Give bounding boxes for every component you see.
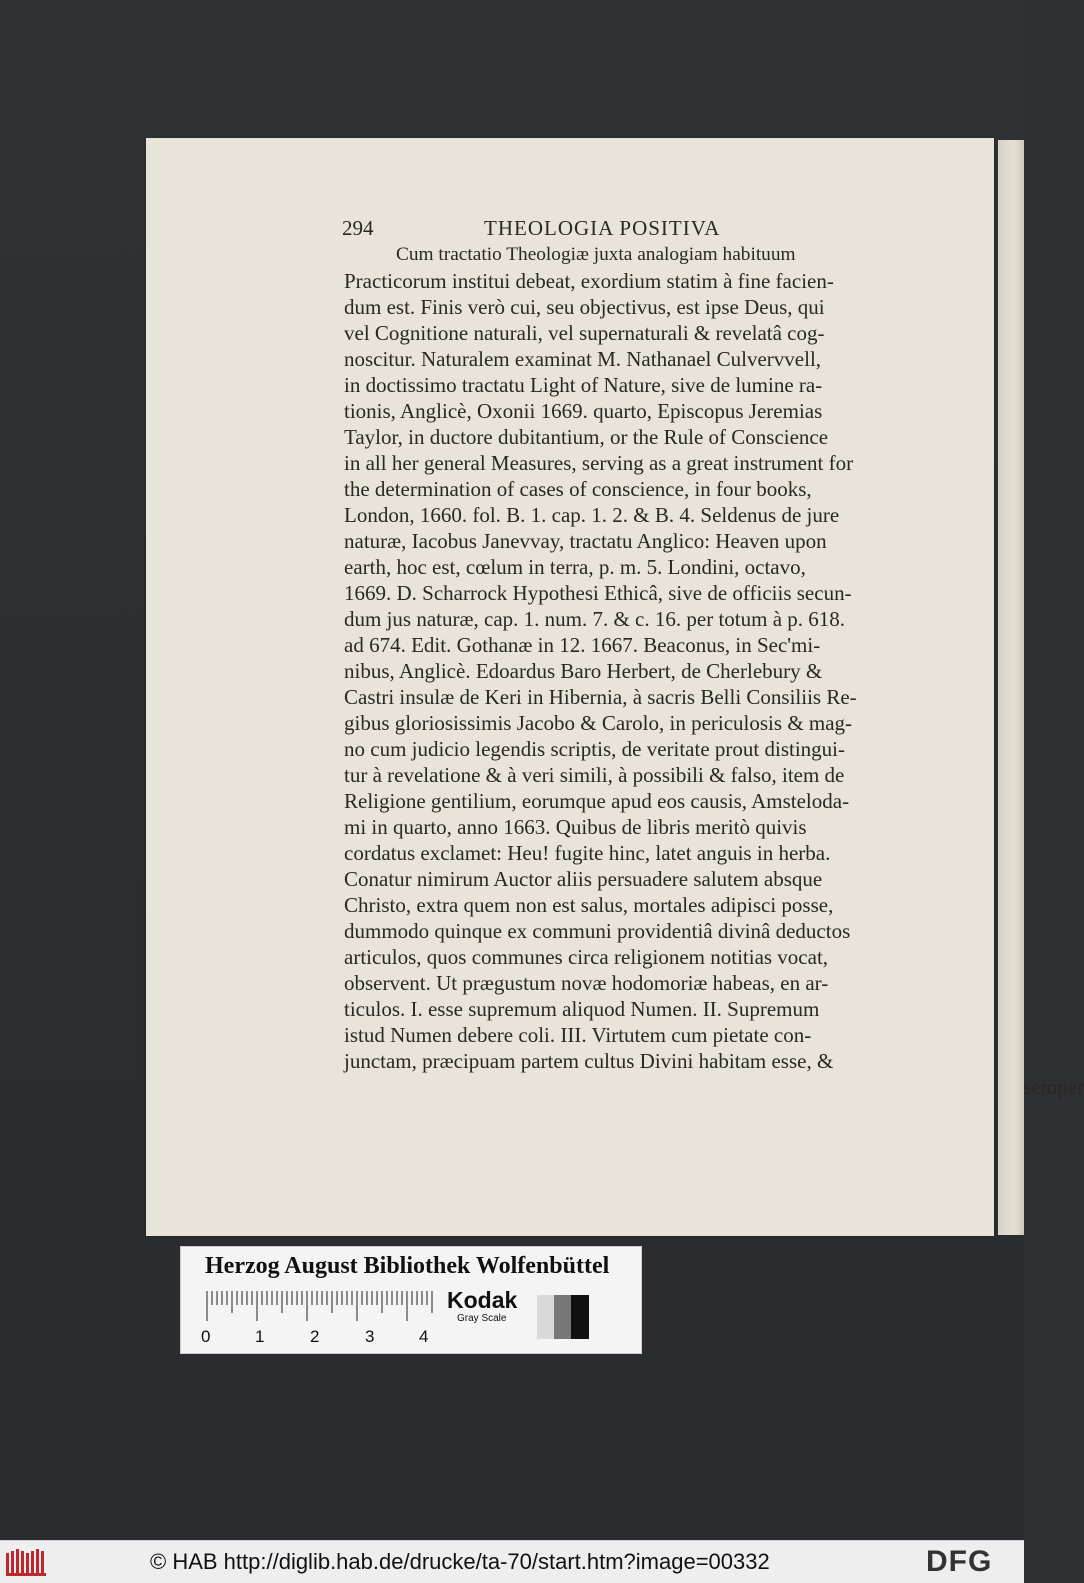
copyright-link[interactable]: © HAB http://diglib.hab.de/drucke/ta-70/start.htm?image=00332 <box>150 1549 770 1574</box>
text-line: istud Numen debere coli. III. Virtutem cum pietate con- <box>344 1023 812 1047</box>
dfg-logo: DFG <box>926 1545 993 1578</box>
text-line: London, 1660. fol. B. 1. cap. 1. 2. & B. 4. Seldenus de jure <box>344 503 840 527</box>
ruler-icon <box>205 1291 435 1327</box>
text-line: nibus, Anglicè. Edoardus Baro Herbert, de Cherlebury & <box>344 659 823 683</box>
text-line: cordatus exclamet: Heu! fugite hinc, latet anguis in herba. <box>344 841 831 865</box>
body-text <box>344 242 1084 1100</box>
text-line: in doctissimo tractatu Light of Nature, sive de lumine ra- <box>344 373 823 397</box>
running-head <box>342 216 942 244</box>
text-line: vel Cognitione naturali, vel supernaturali & revelatâ cog- <box>344 321 825 345</box>
color-scale-card <box>180 1246 642 1354</box>
text-line: Cum tractatio Theologiæ juxta analogiam habituum <box>396 244 796 265</box>
text-line: ticulos. I. esse supremum aliquod Numen. II. Supremum <box>344 997 820 1021</box>
text-line: noscitur. Naturalem examinat M. Nathanael Culvervvell, <box>344 347 822 371</box>
text-line: observent. Ut prægustum novæ hodomoriæ habeas, en ar- <box>344 971 829 995</box>
kodak-brand: Kodak <box>447 1287 518 1313</box>
footer-bar <box>0 1540 1024 1583</box>
text-line: no cum judicio legendis scriptis, de veritate prout distingui- <box>344 737 845 761</box>
text-line: gibus gloriosissimis Jacobo & Carolo, in periculosis & mag- <box>344 711 853 735</box>
ruler-number: 0 <box>201 1327 211 1346</box>
text-line: mi in quarto, anno 1663. Quibus de libris meritò quivis <box>344 815 807 839</box>
hab-logo-icon <box>6 1549 48 1577</box>
gray-scale-patches-icon <box>537 1295 589 1339</box>
book-page <box>146 138 1084 1236</box>
running-head-title: THEOLOGIA POSITIVA <box>484 216 721 240</box>
text-line: Christo, extra quem non est salus, mortales adipisci posse, <box>344 893 834 917</box>
ruler-number: 2 <box>310 1327 320 1346</box>
text-line: ad 674. Edit. Gothanæ in 12. 1667. Beaconus, in Sec'mi- <box>344 633 821 657</box>
text-line: Religione gentilium, eorumque apud eos causis, Amstelodа- <box>344 789 850 813</box>
text-line: dummodo quinque ex communi providentiâ divinâ deductos <box>344 919 851 943</box>
text-line: Castri insulæ de Keri in Hibernia, à sacris Belli Consiliis Re- <box>344 685 857 709</box>
text-line: Practicorum institui debeat, exordium statim à fine facien- <box>344 269 834 293</box>
text-line: naturæ, Iacobus Janevvay, tractatu Anglico: Heaven upon <box>344 529 827 553</box>
text-line: Conatur nimirum Auctor aliis persuadere salutem absque <box>344 867 823 891</box>
text-line: tur à revelatione & à veri simili, à possibili & falso, item de <box>344 763 845 787</box>
ruler-number: 4 <box>419 1327 429 1346</box>
text-line: the determination of cases of conscience, in four books, <box>344 477 812 501</box>
text-line: 1669. D. Scharrock Hypothesi Ethicâ, sive de officiis secun- <box>344 581 852 605</box>
text-line: in all her general Measures, serving as a great instrument for <box>344 451 854 475</box>
text-line: tionis, Anglicè, Oxonii 1669. quarto, Episcopus Jeremias <box>344 399 823 423</box>
ruler-number: 1 <box>255 1327 265 1346</box>
text-line: dum est. Finis verò cui, seu objectivus, est ipse Deus, qui <box>344 295 825 319</box>
catchword: semper <box>1023 1075 1084 1099</box>
ruler-number: 3 <box>365 1327 375 1346</box>
text-line: junctam, præcipuam partem cultus Divini habitam esse, & <box>344 1049 834 1073</box>
text-line: Taylor, in ductore dubitantium, or the Rule of Conscience <box>344 425 829 449</box>
library-name: Herzog August Bibliothek Wolfenbüttel <box>205 1253 610 1279</box>
text-line: articulos, quos communes circa religionem notitias vocat, <box>344 945 829 969</box>
text-line: earth, hoc est, cœlum in terra, p. m. 5. Londini, octavo, <box>344 555 806 579</box>
text-line: dum jus naturæ, cap. 1. num. 7. & c. 16. per totum à p. 618. <box>344 607 846 631</box>
page-number: 294 <box>342 216 374 240</box>
kodak-sub: Gray Scale <box>457 1313 507 1324</box>
